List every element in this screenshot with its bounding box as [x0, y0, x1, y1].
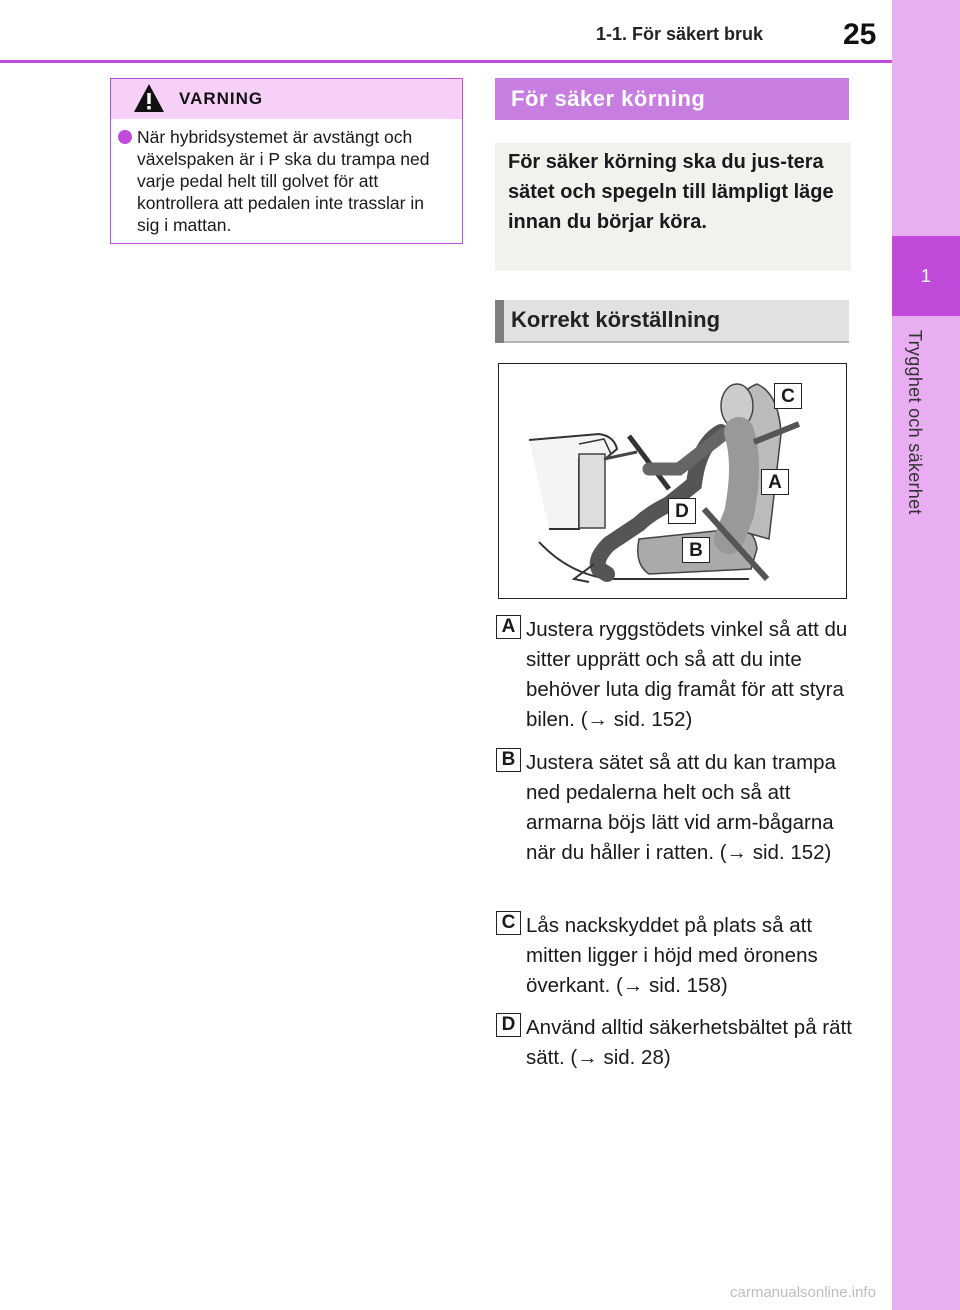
chapter-title: Trygghet och säkerhet	[905, 330, 925, 515]
page-number: 25	[843, 18, 877, 51]
instruction-text: Lås nackskyddet på plats så att mitten ligger i höjd med öronens överkant. (→ sid. 158)	[526, 914, 818, 997]
instruction-text: Justera ryggstödets vinkel så att du sitter upprätt och så att du inte behöver luta dig framåt för att styra bilen. (→ sid. 152)	[526, 618, 848, 731]
safe-driving-intro: För säker körning ska du jus-tera sätet och spegeln till lämpligt läge innan du börjar köra.	[495, 143, 851, 271]
instruction-letter: A	[496, 615, 521, 639]
bullet-icon	[118, 130, 132, 144]
safe-driving-heading: För säker körning	[495, 78, 849, 120]
warning-header	[111, 79, 462, 119]
callout-a: A	[761, 469, 789, 495]
header-rule	[0, 60, 892, 63]
instruction-letter: D	[496, 1013, 521, 1037]
warning-triangle-icon	[133, 83, 165, 113]
warning-body	[111, 119, 462, 236]
warning-title: VARNING	[179, 89, 264, 108]
callout-d: D	[668, 498, 696, 524]
warning-text: När hybridsystemet är avstängt och växelspaken är i P ska du trampa ned varje pedal helt till golvet för att kontrollera att pedalen inte trasslar in sig i mattan.	[137, 127, 430, 235]
posture-heading-text: Korrekt körställning	[511, 307, 721, 332]
instruction-text: Använd alltid säkerhetsbältet på rätt sätt. (→ sid. 28)	[526, 1016, 852, 1069]
posture-heading	[495, 300, 849, 343]
footer-watermark: carmanualsonline.info	[730, 1284, 876, 1301]
driving-posture-illustration	[498, 363, 847, 599]
instruction-text: Justera sätet så att du kan trampa ned pedalerna helt och så att armarna böjs lätt vid arm-bågarna när du håller i ratten. (→ sid. 152)	[526, 751, 836, 864]
section-title: 1-1. För säkert bruk	[596, 24, 764, 44]
instruction-letter: C	[496, 911, 521, 935]
callout-b: B	[682, 537, 710, 563]
callout-c: C	[774, 383, 802, 409]
chapter-number: 1	[892, 236, 960, 316]
warning-box	[110, 78, 463, 244]
instruction-letter: B	[496, 748, 521, 772]
chapter-sidebar	[892, 0, 960, 1310]
